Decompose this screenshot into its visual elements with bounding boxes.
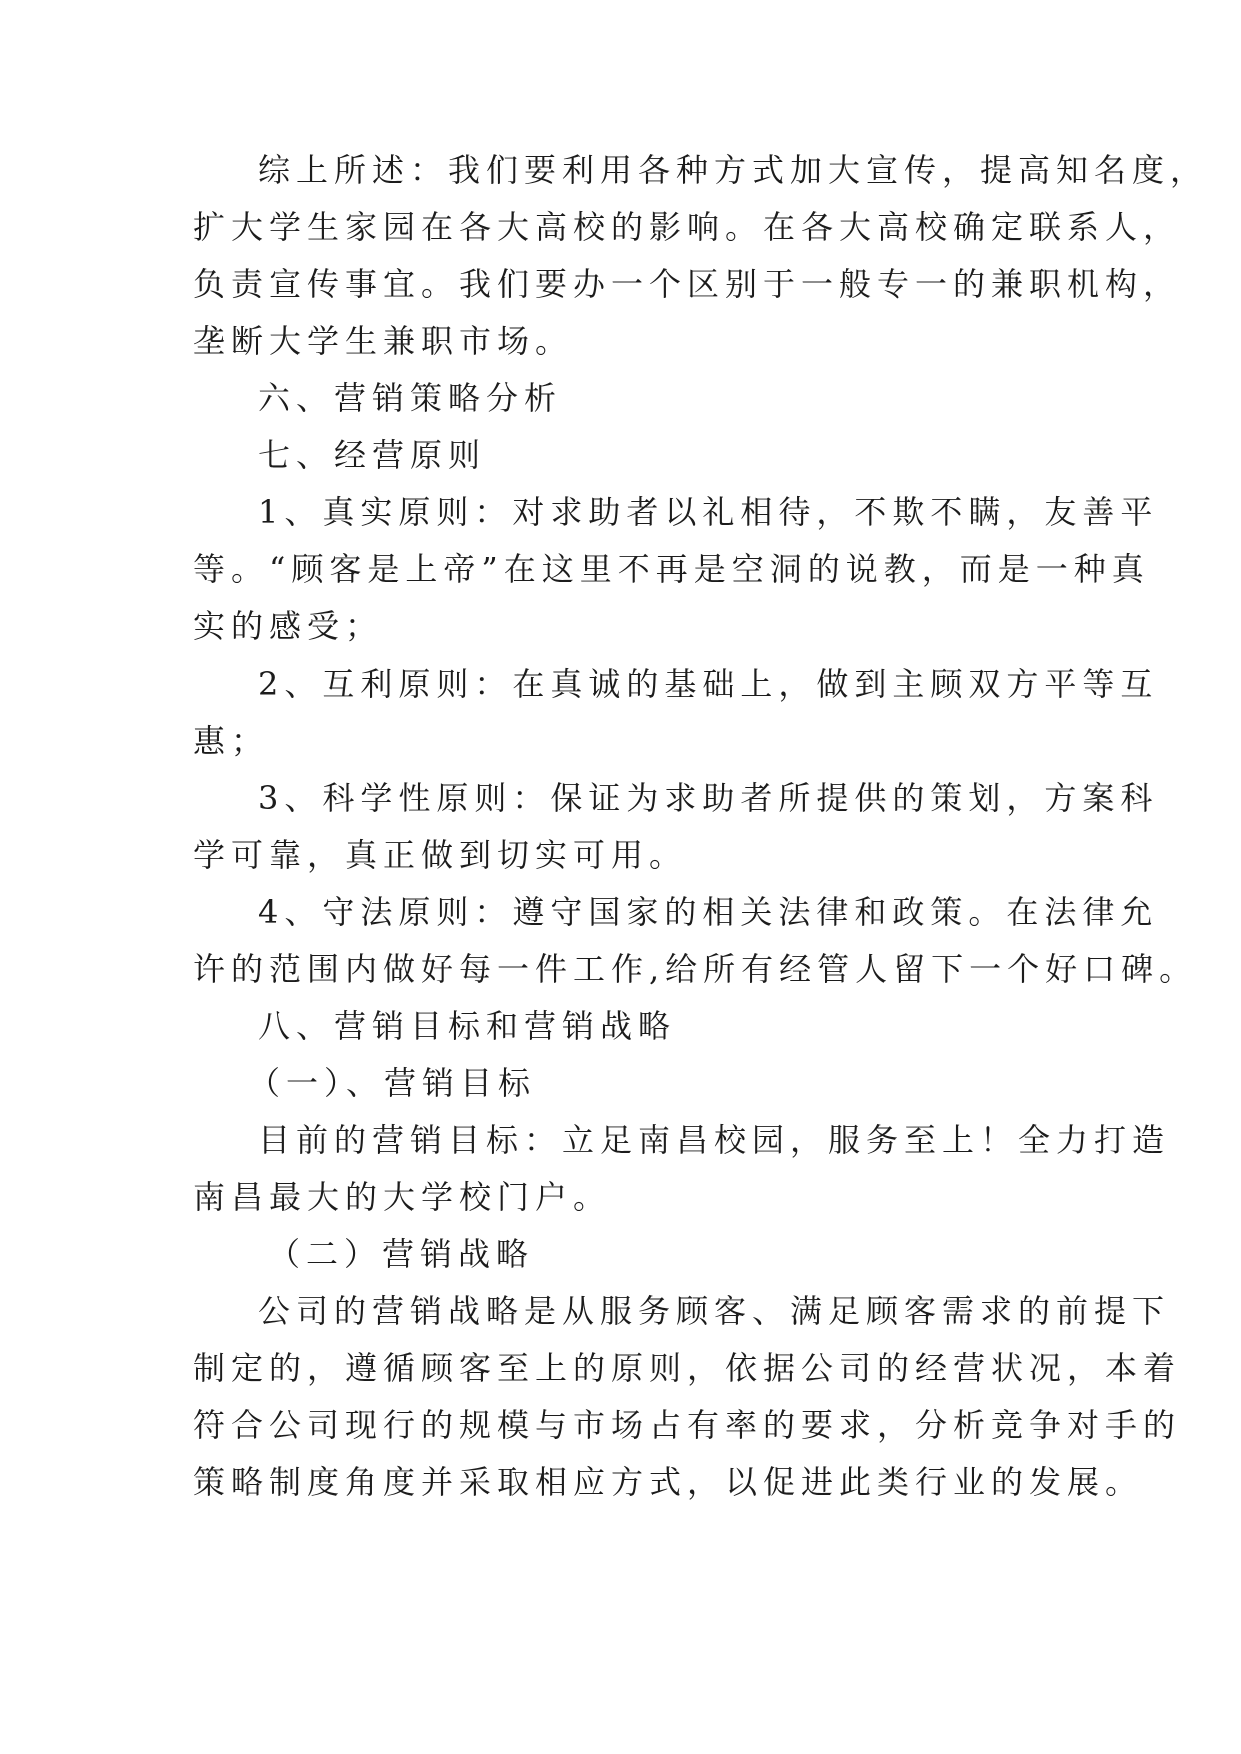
paragraph-line: 南昌最大的大学校门户。 <box>193 1178 612 1216</box>
paragraph-line: 3、科学性原则：保证为求助者所提供的策划，方案科 <box>258 779 1159 817</box>
paragraph-line: 学可靠，真正做到切实可用。 <box>193 836 688 874</box>
paragraph-line: 负责宣传事宜。我们要办一个区别于一般专一的兼职机构， <box>193 265 1182 303</box>
paragraph-line: 许的范围内做好每一件工作,给所有经管人留下一个好口碑。 <box>193 950 1198 988</box>
section-heading: 七、经营原则 <box>258 436 487 474</box>
paragraph-line: 制定的，遵循顾客至上的原则，依据公司的经营状况，本着 <box>193 1349 1182 1387</box>
paragraph-line: 符合公司现行的规模与市场占有率的要求，分析竞争对手的 <box>193 1406 1182 1444</box>
section-heading: 八、营销目标和营销战略 <box>258 1007 677 1045</box>
paragraph-line: 垄断大学生兼职市场。 <box>193 322 574 360</box>
paragraph-line: 惠； <box>193 722 270 760</box>
paragraph-line: 综上所述：我们要利用各种方式加大宣传，提高知名度， <box>258 151 1209 189</box>
section-heading: 六、营销策略分析 <box>258 379 563 417</box>
paragraph-line: 扩大学生家园在各大高校的影响。在各大高校确定联系人， <box>193 208 1182 246</box>
paragraph-line: 实的感受； <box>193 607 384 645</box>
paragraph-line: 2、互利原则：在真诚的基础上，做到主顾双方平等互 <box>258 665 1159 703</box>
paragraph-line: 1、真实原则：对求助者以礼相待，不欺不瞒，友善平 <box>258 493 1159 531</box>
paragraph-line: 4、守法原则：遵守国家的相关法律和政策。在法律允 <box>258 893 1159 931</box>
subsection-heading: （二）营销战略 <box>268 1235 535 1273</box>
paragraph-line: 等。“顾客是上帝”在这里不再是空洞的说教，而是一种真 <box>193 550 1150 588</box>
subsection-heading: （一）、营销目标 <box>248 1064 537 1102</box>
paragraph-line: 目前的营销目标：立足南昌校园，服务至上！全力打造 <box>258 1121 1171 1159</box>
paragraph-line: 策略制度角度并采取相应方式，以促进此类行业的发展。 <box>193 1463 1144 1501</box>
paragraph-line: 公司的营销战略是从服务顾客、满足顾客需求的前提下 <box>258 1292 1171 1330</box>
